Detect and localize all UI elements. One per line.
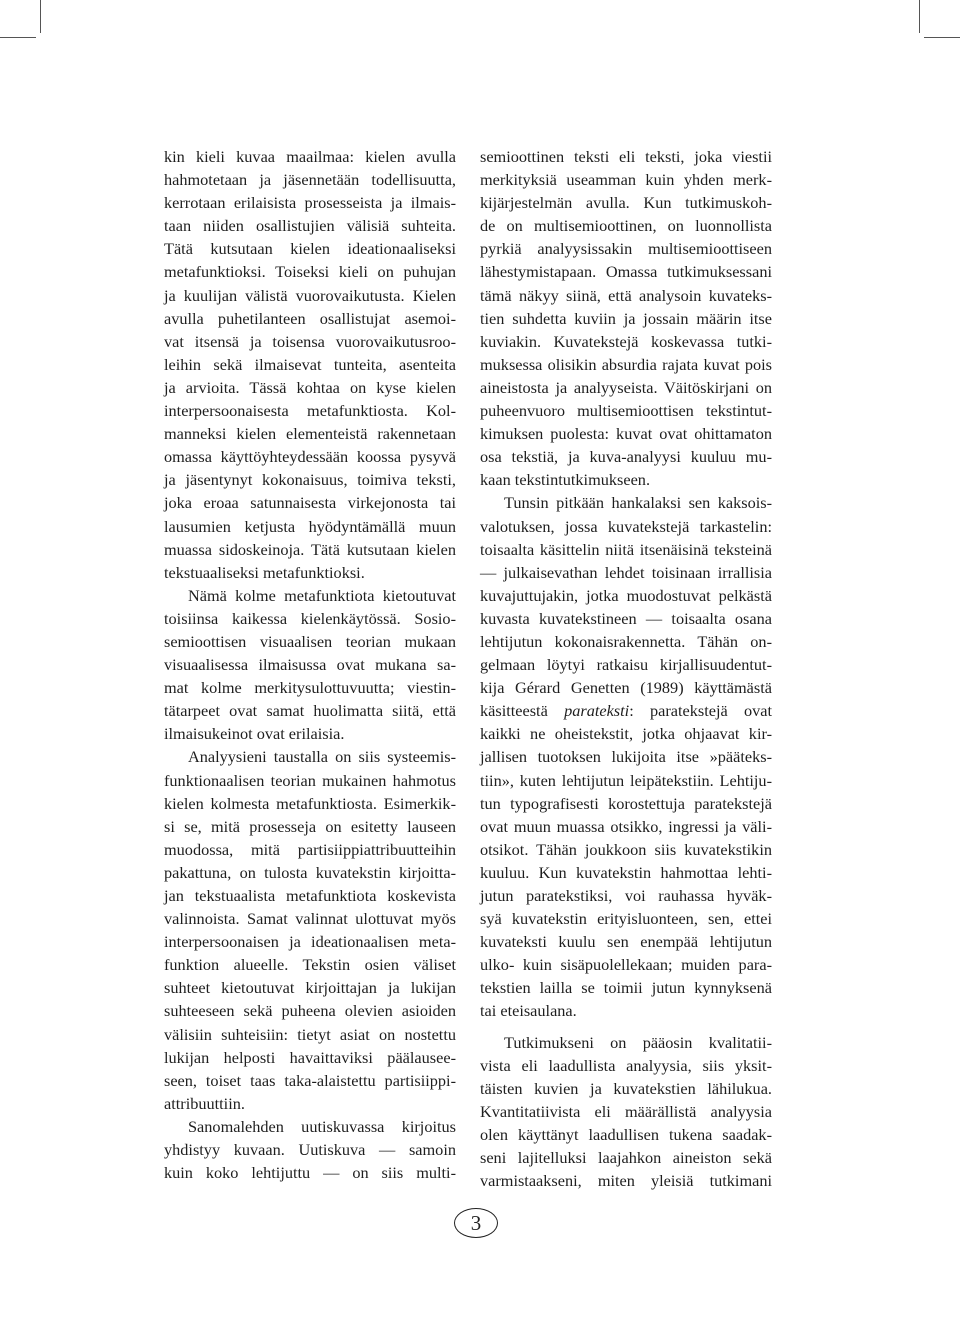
italic-term: parateksti [564, 701, 630, 721]
text-line: kijärjestelmän avulla. Kun tutkimuskoh- [480, 193, 772, 213]
text-line: lähestymistapaan. Omassa tutkimuksessani [480, 262, 772, 282]
text-line: lausumien ketjusta hyödyntämällä muun [164, 516, 456, 536]
text-line: suhteeseen sekä puheena olevien asioiden [164, 1001, 456, 1021]
text-line: ovat muun muassa otsikko, ingressi ja väli- [480, 816, 772, 836]
text-line: kuvateksti kuulu sen enempää lehtijutun [480, 932, 772, 952]
text-line: osa tekstiä, ja kuva-analyysi kuuluu mu- [480, 447, 772, 467]
text-line: vat itsensä ja toisensa vuorovaikutusroo- [164, 331, 456, 351]
text-line: tai eteisaulana. [480, 1001, 577, 1021]
text-line: ja kuulijan välistä vuorovaikutusta. Kielen [164, 285, 456, 305]
crop-mark-top-right-vertical [919, 0, 920, 33]
paragraph-first-line: Sanomalehden uutiskuvassa kirjoitus [188, 1116, 456, 1136]
text-line: valotuksen, jossa kuvatekstejä tarkastelin: [480, 516, 772, 536]
text-line: kerrotaan erilaisista prosesseista ja ilmais- [164, 193, 456, 213]
text-line: de on multisemioottinen, on luonnollista [480, 216, 772, 236]
text-line: pakattuna, on tulosta kuvatekstin kirjoitta- [164, 862, 456, 882]
crop-mark-top-right-horizontal [924, 37, 960, 38]
paragraph-first-line: Nämä kolme metafunktiota kietoutuvat [188, 585, 456, 605]
text-line: Kvantitatiivista eli määrällistä analyysia [480, 1101, 772, 1121]
text-line: kuvajuttujakin, jotka muodostuvat pelkästä [480, 585, 772, 605]
crop-mark-top-left-horizontal [0, 37, 36, 38]
text-line: ulko- kuin sisäpuolellekaan; muiden para- [480, 955, 772, 975]
text-column-right [480, 145, 772, 1192]
paragraph-first-line: Analyysieni taustalla on siis systeemis- [188, 747, 456, 767]
text-line: kuin koko lehtijuttu — on siis multi- [164, 1163, 456, 1183]
text-line: tämä näkyy siinä, että analysoin kuvateks- [480, 285, 772, 305]
text-line: interpersoonaisesta metafunktiosta. Kol- [164, 401, 456, 421]
text-line: omassa käyttöyhteydessään koossa pysyvä [164, 447, 456, 467]
text-line: tätarpeet ovat samat huolimatta siitä, että [164, 701, 456, 721]
text-run: käsitteestä [480, 701, 565, 721]
text-line: interpersoonaisen ja ideationaalisen meta- [164, 932, 456, 952]
text-line: visuaalisessa ilmaisussa ovat mukana sa- [164, 655, 456, 675]
text-line: ilmaisukeinot ovat erilaisia. [164, 724, 345, 744]
text-line: mat kolme merkitysulottuvuutta; viestin- [164, 678, 456, 698]
text-line: attribuuttiin. [164, 1093, 245, 1113]
text-line: Tätä kutsutaan kielen ideationaaliseksi [164, 239, 456, 259]
page-number: 3 [454, 1208, 498, 1238]
text-line: otsikot. Tähän joukkoon siis kuvatekstikin [480, 839, 772, 859]
text-line: valinnoista. Samat valinnat ulottuvat myös [164, 909, 456, 929]
text-line: toisiinsa kaikessa kielenkäytössä. Sosio- [164, 608, 456, 628]
text-line: jallisen tuotoksen lukijoita itse »pääteks- [480, 747, 772, 767]
text-line: kija Gérard Genetten (1989) käyttämästä [480, 678, 772, 698]
text-line: kuviakin. Kuvatekstejä koskevassa tutki- [480, 331, 772, 351]
paragraph-first-line: Tunsin pitkään hankalaksi sen kaksois- [504, 493, 772, 513]
text-line: tekstuaaliseksi metafunktioksi. [164, 562, 365, 582]
text-line: semioottinen teksti eli teksti, joka viestii [480, 147, 772, 166]
text-line: syä kuvatekstin erityisluonteen, sen, ettei [480, 909, 772, 929]
text-line: kuvasta kuvatekstineen — toisaalta osana [480, 608, 772, 628]
text-line: lukijan helposti havaittaviksi päälausee- [164, 1047, 456, 1067]
text-line: jan tekstuaalista metafunktiota koskevista [164, 886, 456, 905]
text-line: kaikki ne oheistekstit, jotka ohjaavat kir- [480, 724, 772, 744]
text-line: pyrkiä analyysissakin multisemioottiseen [480, 239, 772, 259]
text-line: välisiin suhteisiin: tietyt asiat on nostettu [164, 1024, 456, 1044]
text-line: manneksi kielen elementeistä rakennetaan [164, 424, 456, 444]
text-line: si se, mitä prosesseja on esitetty lauseen [164, 816, 456, 836]
text-line: ja arvioita. Tässä kohtaa on kyse kielen [164, 377, 456, 397]
text-line: avulla puhetilanteen osallistujat asemoi- [164, 308, 456, 328]
text-line: taan niiden osallistujien välisiä suhteita. [164, 216, 456, 236]
text-line: olen käyttänyt laadullisen tukena saadak- [480, 1124, 772, 1144]
text-run: : paratekstejä ovat [629, 701, 773, 721]
text-line: seni lajitelluksi laajahkon aineiston sekä [480, 1148, 772, 1168]
text-line: tekstien lailla se toimii jutun kynnyksenä [480, 978, 772, 998]
text-line: puheenvuoro multisemioottisen tekstintut- [480, 401, 772, 421]
text-line: tien suhdetta kuviin ja jossain määrin itse [480, 308, 772, 328]
text-line: gelmaan löytyi ratkaisu kirjallisuudentut- [480, 655, 772, 675]
text-line: kuuluu. Kun kuvatekstin hahmottaa lehti- [480, 862, 772, 882]
text-column-left [164, 145, 456, 1184]
text-line: muassa sidoskeinoja. Tätä kutsutaan kielen [164, 539, 456, 559]
text-line: metafunktioksi. Toiseksi kieli on puhujan [164, 262, 456, 282]
text-line: aineistosta ja analyyseista. Väitöskirjani on [480, 377, 772, 397]
text-line: kaan tekstintutkimukseen. [480, 470, 651, 490]
text-line: merkityksiä useamman kuin yhden merk- [480, 170, 772, 190]
text-line: muksessa olisikin absurdia rajata kuvat pois [480, 354, 772, 374]
text-line: kin kieli kuvaa maailmaa: kielen avulla [164, 147, 456, 166]
text-line: funktionaalisen teorian mukainen hahmotus [164, 770, 456, 790]
text-line: jutun paratekstiksi, voi rauhassa hyväk- [480, 886, 772, 905]
text-line: joka eroaa satunnaisesta virkejonosta tai [164, 493, 456, 513]
text-line: tiin», kuten lehtijutun leipätekstiin. Lehtiju- [480, 770, 772, 790]
text-line: suhteet kietoutuvat kirjoittajan ja lukijan [164, 978, 456, 998]
text-line: funktion alueelle. Tekstin osien väliset [164, 955, 456, 975]
crop-mark-top-left-vertical [40, 0, 41, 33]
text-line-with-italic [480, 699, 772, 722]
text-line: täisten kuvien ja kuvatekstien lähilukua. [480, 1078, 772, 1098]
text-line: semioottisen visuaalisen teorian mukaan [164, 631, 456, 651]
text-line: ja jäsentynyt kokonaisuus, toimiva teksti, [164, 470, 456, 490]
text-line: — julkaisevathan lehdet toisinaan irrallisia [480, 562, 772, 582]
text-line: leihin sekä ilmaisevat tunteita, asenteita [164, 354, 456, 374]
text-line: kielen kolmesta metafunktiosta. Esimerkik- [164, 793, 456, 813]
paragraph-first-line: Tutkimukseni on pääosin kvalitatii- [504, 1032, 772, 1052]
text-line: toisaalta käsittelin niitä itsenäisinä teksteinä [480, 539, 772, 559]
text-line: yhdistyy kuvaan. Uutiskuva — samoin [164, 1140, 456, 1160]
text-line: hahmotetaan ja jäsennetään todellisuutta, [164, 170, 456, 190]
text-line: kimuksen puolesta: kuvat ovat ohittamaton [480, 424, 772, 444]
text-line: muodossa, mitä partisiippiattribuutteihin [164, 839, 456, 859]
text-line: varmistaakseni, miten yleisiä tutkimani [480, 1171, 772, 1191]
text-line: tun typografisesti korostettuja paratekstejä [480, 793, 772, 813]
text-line: seen, toiset taas taka-alaistettu partisiippi- [164, 1070, 456, 1090]
text-line: vista eli laadullista analyysia, siis yksit- [480, 1055, 772, 1075]
text-line: lehtijutun kokonaisrakennetta. Tähän on- [480, 631, 772, 651]
